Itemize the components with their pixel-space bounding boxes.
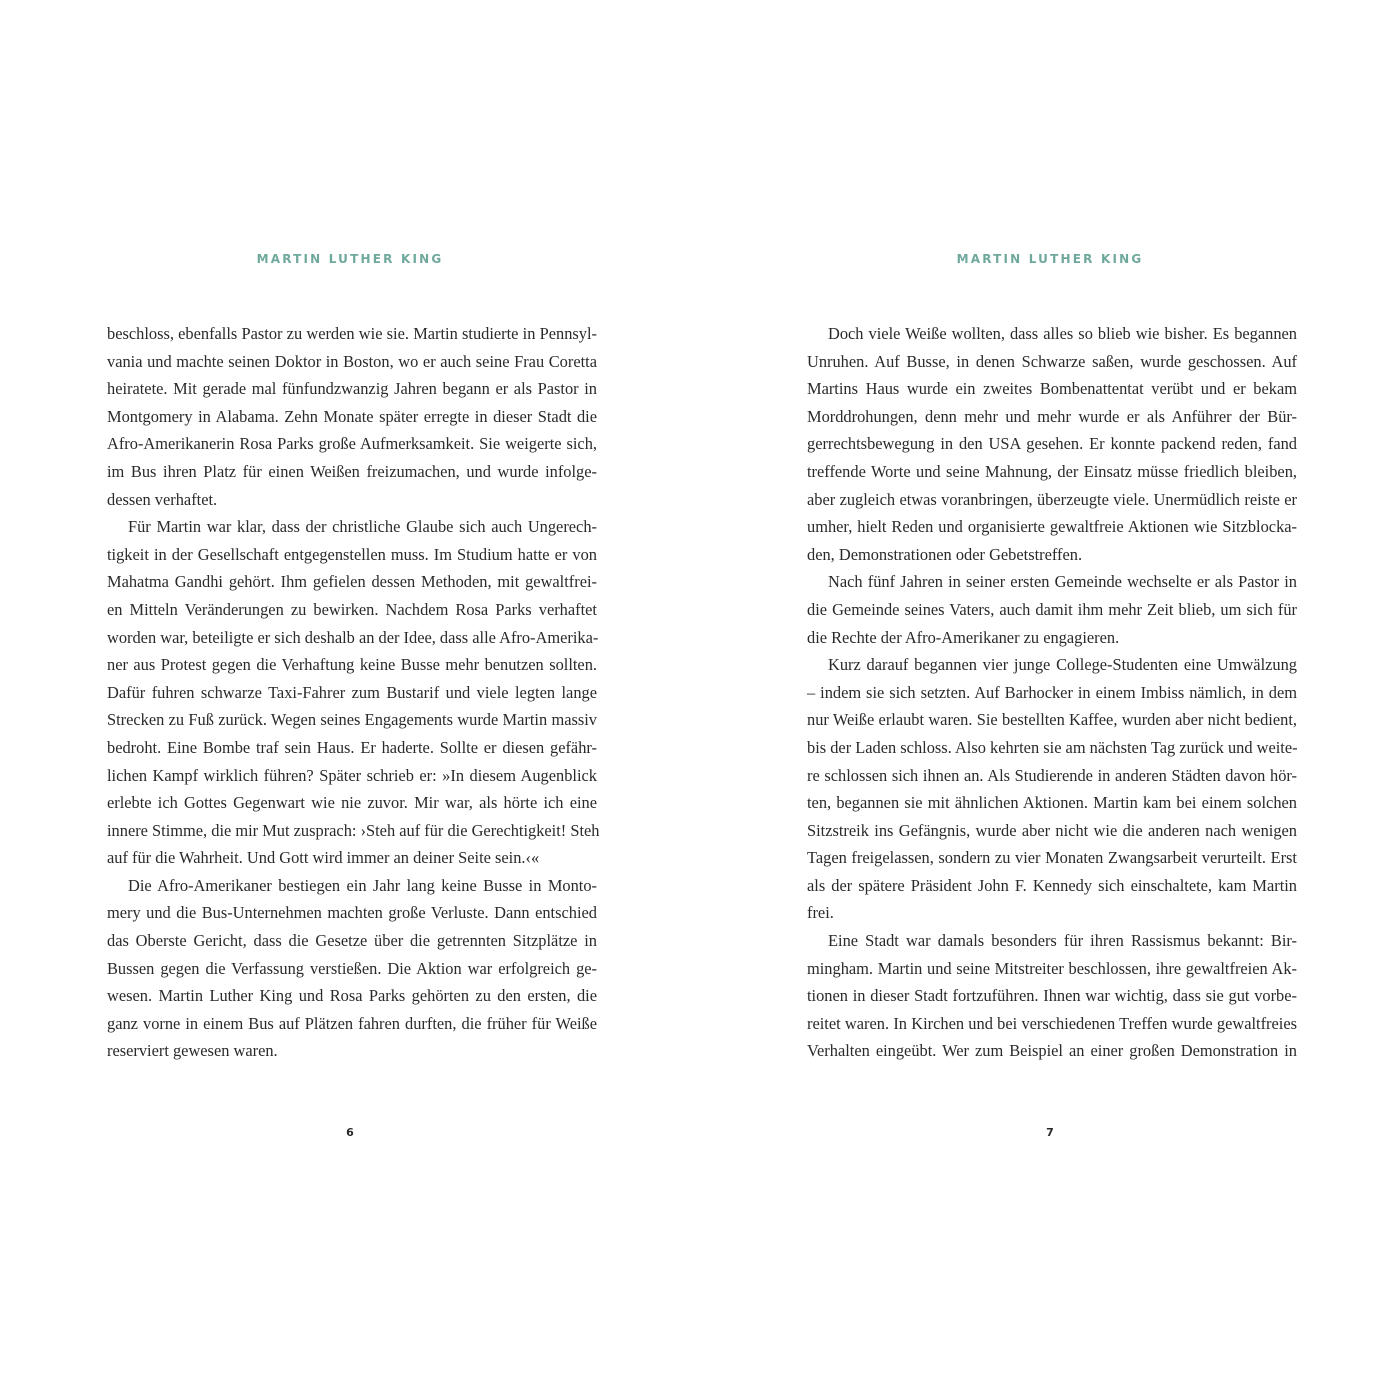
text-line: tionen in dieser Stadt fortzuführen. Ihnen war wichtig, dass sie gut vorbe- <box>807 986 1297 1006</box>
text-line: re schlossen sich ihnen an. Als Studierende in anderen Städten davon hör- <box>807 765 1297 785</box>
text-line: im Bus ihren Platz für einen Weißen freizumachen, und wurde infolge- <box>107 461 597 481</box>
text-line: gerrechtsbewegung in den USA gesehen. Er konnte packend reden, fand <box>807 434 1297 454</box>
text-line: frei. <box>807 903 834 923</box>
text-line: auf für die Wahrheit. Und Gott wird immer an deiner Seite sein.‹« <box>107 848 540 868</box>
text-line: treffende Worte und seine Mahnung, der Einsatz müsse friedlich bleiben, <box>807 461 1297 481</box>
text-line: Bussen gegen die Verfassung verstießen. Die Aktion war erfolgreich ge- <box>107 958 597 978</box>
text-line: worden war, beteiligte er sich deshalb an der Idee, dass alle Afro-Amerika- <box>107 627 599 647</box>
running-head: MARTIN LUTHER KING <box>256 252 444 266</box>
text-line: ner aus Protest gegen die Verhaftung keine Busse mehr benutzen sollten. <box>107 655 597 675</box>
text-line: reserviert gewesen waren. <box>107 1041 278 1061</box>
text-line: heiratete. Mit gerade mal fünfundzwanzig Jahren begann er als Pastor in <box>107 379 597 399</box>
text-line: bedroht. Eine Bombe traf sein Haus. Er haderte. Sollte er diesen gefähr- <box>107 737 597 757</box>
text-line: dessen verhaftet. <box>107 489 218 509</box>
text-line: ten, begannen sie mit ähnlichen Aktionen. Martin kam bei einem solchen <box>807 793 1297 813</box>
text-line: beschloss, ebenfalls Pastor zu werden wie sie. Martin studierte in Pennsyl- <box>107 324 597 343</box>
text-line: das Oberste Gericht, dass die Gesetze über die getrennten Sitzplätze in <box>107 931 597 951</box>
text-line: tigkeit in der Gesellschaft entgegenstellen muss. Im Studium hatte er von <box>107 544 597 564</box>
text-line: Kurz darauf begannen vier junge College-Studenten eine Umwälzung <box>828 655 1297 675</box>
text-line: den, Demonstrationen oder Gebetstreffen. <box>807 544 1083 564</box>
text-line: ganz vorne in einem Bus auf Plätzen fahren durften, die früher für Weiße <box>107 1013 597 1033</box>
text-line: – indem sie sich setzten. Auf Barhocker in einem Imbiss nämlich, in dem <box>807 682 1297 702</box>
text-line: die Rechte der Afro-Amerikaner zu engagieren. <box>807 627 1120 647</box>
text-line: Eine Stadt war damals besonders für ihren Rassismus bekannt: Bir- <box>828 931 1297 951</box>
text-line: Sitzstreik ins Gefängnis, wurde aber nicht wie die anderen nach wenigen <box>807 820 1297 840</box>
text-line: mingham. Martin und seine Mitstreiter beschlossen, ihre gewaltfreien Ak- <box>807 958 1297 978</box>
text-line: reitet waren. In Kirchen und bei verschiedenen Treffen wurde gewaltfreies <box>807 1013 1297 1033</box>
text-line: wesen. Martin Luther King und Rosa Parks gehörten zu den ersten, die <box>107 986 597 1006</box>
text-line: als der spätere Präsident John F. Kennedy sich einschaltete, kam Martin <box>807 875 1297 895</box>
text-line: en Mitteln Veränderungen zu bewirken. Nachdem Rosa Parks verhaftet <box>107 599 597 619</box>
text-line: erlebte ich Gottes Gegenwart wie nie zuvor. Mir war, als hörte ich eine <box>107 793 597 813</box>
page-number: 6 <box>346 1126 354 1139</box>
text-line: die Gemeinde seines Vaters, auch damit ihm mehr Zeit blieb, um sich für <box>807 599 1297 619</box>
text-line: Strecken zu Fuß zurück. Wegen seines Engagements wurde Martin massiv <box>107 710 597 730</box>
body-text <box>807 320 1297 1065</box>
text-line: nur Weiße erlaubt waren. Sie bestellten Kaffee, wurden aber nicht bedient, <box>807 710 1297 730</box>
text-line: Dafür fuhren schwarze Taxi-Fahrer zum Bustarif und viele legten lange <box>107 682 597 702</box>
text-line: Morddrohungen, denn mehr und mehr wurde er als Anführer der Bür- <box>807 406 1297 426</box>
text-line: Die Afro-Amerikaner bestiegen ein Jahr lang keine Busse in Monto- <box>128 875 597 895</box>
text-line: Für Martin war klar, dass der christliche Glaube sich auch Ungerech- <box>128 517 597 537</box>
text-line: innere Stimme, die mir Mut zusprach: ›Steh auf für die Gerechtigkeit! Steh <box>107 820 600 840</box>
text-line: umher, hielt Reden und organisierte gewaltfreie Aktionen wie Sitzblocka- <box>807 517 1297 537</box>
text-line: aber zugleich etwas voranbringen, überzeugte viele. Unermüdlich reiste er <box>807 489 1297 509</box>
text-line: Tagen freigelassen, sondern zu vier Monaten Zwangsarbeit verurteilt. Erst <box>807 848 1297 868</box>
text-line: Nach fünf Jahren in seiner ersten Gemeinde wechselte er als Pastor in <box>828 572 1297 592</box>
text-line: Doch viele Weiße wollten, dass alles so blieb wie bisher. Es begannen <box>828 324 1297 343</box>
page-number: 7 <box>1046 1126 1054 1139</box>
text-line: Afro-Amerikanerin Rosa Parks große Aufmerksamkeit. Sie weigerte sich, <box>107 434 597 454</box>
text-line: Verhalten eingeübt. Wer zum Beispiel an einer großen Demonstration in <box>807 1041 1297 1061</box>
text-line: lichen Kampf wirklich führen? Später schrieb er: »In diesem Augenblick <box>107 765 597 785</box>
text-line: Unruhen. Auf Busse, in denen Schwarze saßen, wurde geschossen. Auf <box>807 351 1297 371</box>
text-line: mery und die Bus-Unternehmen machten große Verluste. Dann entschied <box>107 903 597 923</box>
text-line: Montgomery in Alabama. Zehn Monate später erregte in dieser Stadt die <box>107 406 597 426</box>
text-line: vania und machte seinen Doktor in Boston, wo er auch seine Frau Coretta <box>107 351 597 371</box>
body-text <box>107 320 600 1065</box>
text-line: bis der Laden schloss. Also kehrten sie am nächsten Tag zurück und weite- <box>807 737 1298 757</box>
right-page <box>700 0 1400 1400</box>
text-line: Martins Haus wurde ein zweites Bombenattentat verübt und er bekam <box>807 379 1297 399</box>
running-head: MARTIN LUTHER KING <box>956 252 1144 266</box>
text-line: Mahatma Gandhi gehört. Ihm gefielen dessen Methoden, mit gewaltfrei- <box>107 572 597 592</box>
